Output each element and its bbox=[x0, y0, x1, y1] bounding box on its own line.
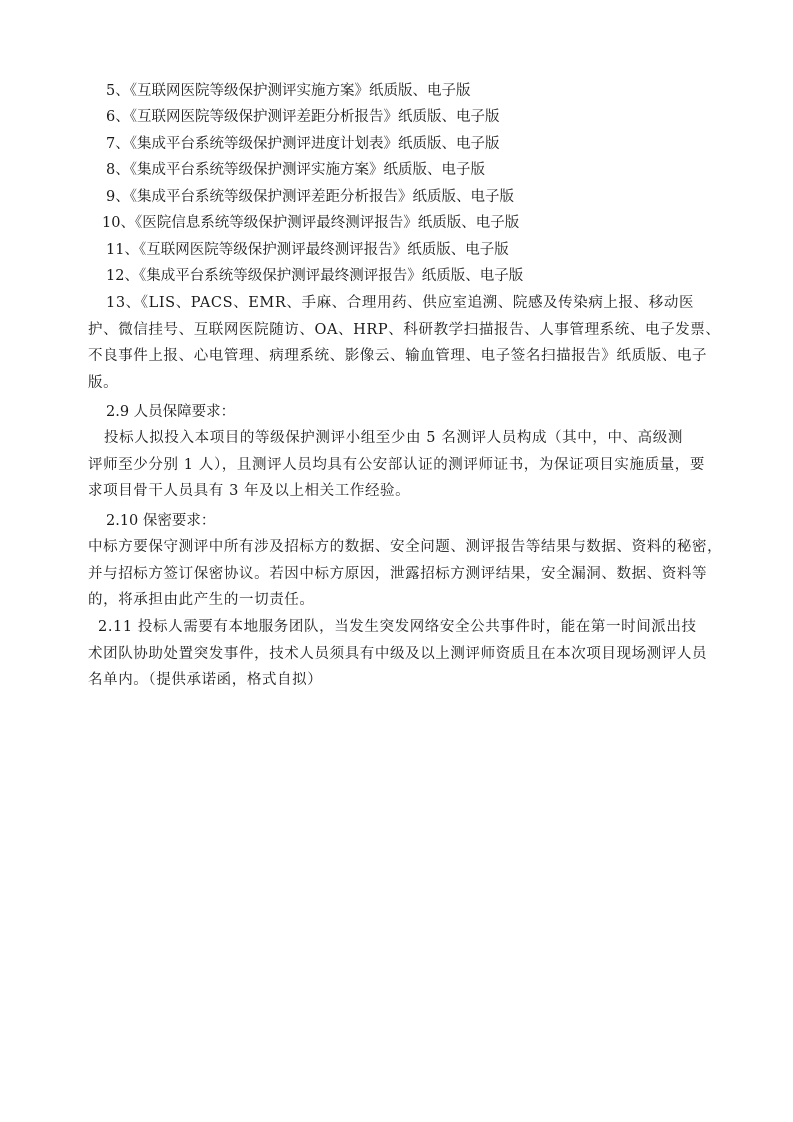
list-item-13 bbox=[88, 290, 721, 396]
paragraph-line: 护、微信挂号、互联网医院随访、OA、HRP、科研教学扫描报告、人事管理系统、电子发票、 bbox=[88, 321, 721, 338]
list-item: 11、《互联网医院等级保护测评最终测评报告》纸质版、电子版 bbox=[106, 242, 509, 258]
paragraph-line: 投标人拟投入本项目的等级保护测评小组至少由 5 名测评人员构成（其中，中、高级测 bbox=[104, 430, 683, 446]
list-item: 10、《医院信息系统等级保护测评最终测评报告》纸质版、电子版 bbox=[102, 215, 520, 231]
section-body-2-11 bbox=[88, 614, 707, 694]
paragraph-line: 名单内。（提供承诺函，格式自拟） bbox=[88, 672, 323, 688]
section-heading-2-10: 2.10 保密要求： bbox=[106, 513, 216, 529]
paragraph-line: 的，将承担由此产生的一切责任。 bbox=[88, 592, 315, 608]
paragraph-line: 13、《LIS、PACS、EMR、手麻、合理用药、供应室追溯、院感及传染病上报、移动医 bbox=[106, 295, 695, 311]
list-item: 9、《集成平台系统等级保护测评差距分析报告》纸质版、电子版 bbox=[106, 189, 514, 205]
paragraph-line: 求项目骨干人员具有 3 年及以上相关工作经验。 bbox=[88, 483, 411, 499]
paragraph-line: 版。 bbox=[88, 374, 119, 391]
paragraph-line: 中标方要保守测评中所有涉及招标方的数据、安全问题、测评报告等结果与数据、资料的秘密， bbox=[88, 539, 723, 555]
list-item: 12、《集成平台系统等级保护测评最终测评报告》纸质版、电子版 bbox=[106, 268, 524, 284]
paragraph-line: 术团队协助处置突发事件，技术人员须具有中级及以上测评师资质且在本次项目现场测评人员 bbox=[88, 645, 708, 662]
paragraph-line: 不良事件上报、心电管理、病理系统、影像云、输血管理、电子签名扫描报告》纸质版、电子 bbox=[88, 348, 708, 364]
paragraph-line: 2.11 投标人需要有本地服务团队，当发生突发网络安全公共事件时，能在第一时间派出技 bbox=[98, 619, 697, 635]
list-item: 8、《集成平台系统等级保护测评实施方案》纸质版、电子版 bbox=[106, 162, 485, 178]
paragraph-line: 评师至少分别 1 人），且测评人员均具有公安部认证的测评师证书，为保证项目实施质量，要 bbox=[88, 456, 705, 473]
section-body-2-9 bbox=[88, 425, 705, 505]
paragraph-line: 并与招标方签订保密协议。若因中标方原因，泄露招标方测评结果，安全漏洞、数据、资料等 bbox=[88, 565, 708, 582]
section-body-2-10 bbox=[88, 534, 722, 614]
list-item: 7、《集成平台系统等级保护测评进度计划表》纸质版、电子版 bbox=[106, 136, 500, 152]
section-heading-2-9: 2.9 人员保障要求： bbox=[106, 404, 236, 420]
list-item: 6、《互联网医院等级保护测评差距分析报告》纸质版、电子版 bbox=[106, 109, 500, 125]
list-item: 5、《互联网医院等级保护测评实施方案》纸质版、电子版 bbox=[106, 83, 471, 99]
